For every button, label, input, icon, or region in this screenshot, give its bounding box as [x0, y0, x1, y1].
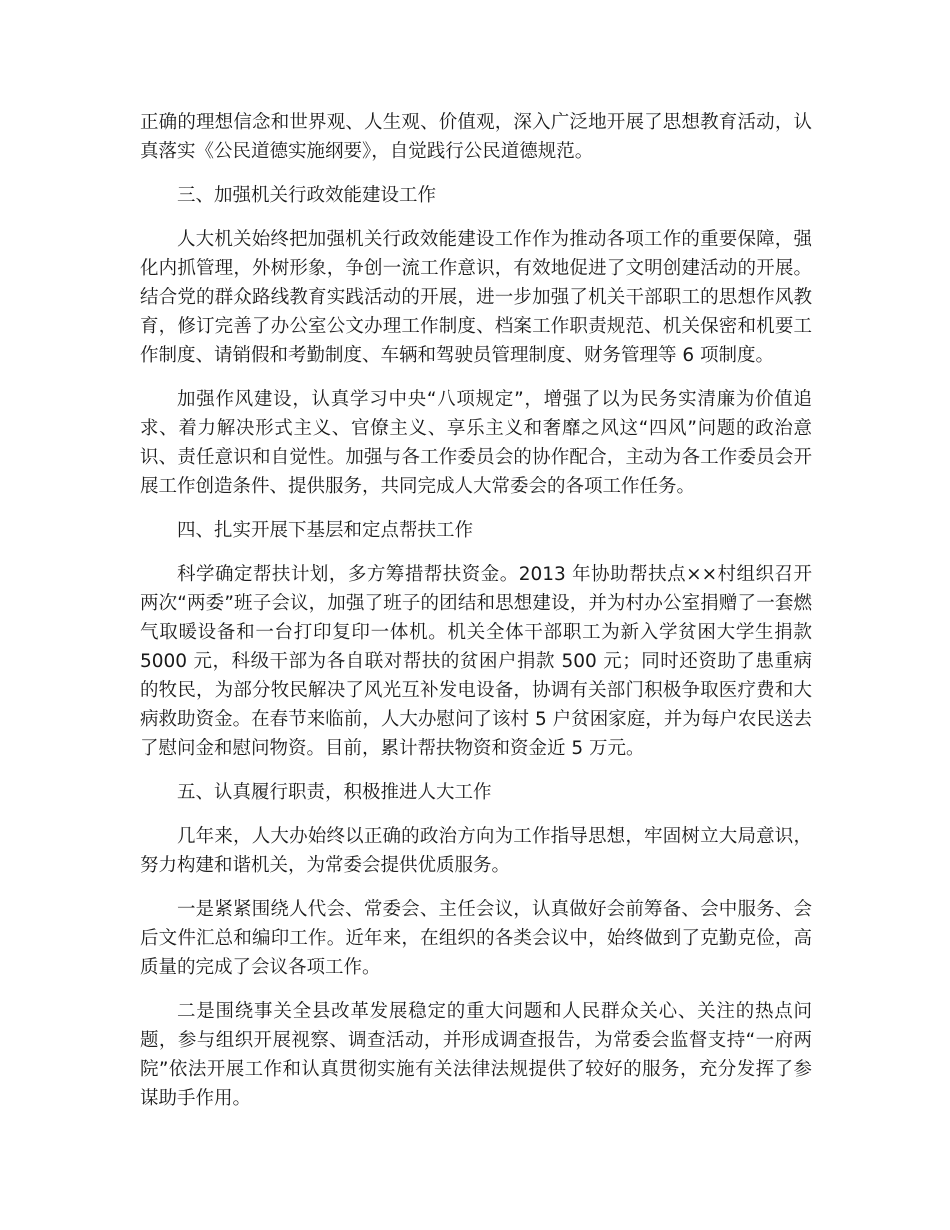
paragraph: 加强作风建设，认真学习中央“八项规定”，增强了以为民务实清廉为价值追求、着力解决形式主义、官僚主义、享乐主义和奢靡之风这“四风”问题的政治意识、责任意识和自觉性。加强与各工作委员会的协作配合，主动为各工作委员会开展工作创造条件、提供服务，共同完成人大常委会的各项工作任务。	[140, 389, 812, 497]
section-heading-4: 四、扎实开展下基层和定点帮扶工作	[177, 520, 474, 541]
document-page	[140, 108, 812, 1128]
paragraph-continuation: 正确的理想信念和世界观、人生观、价值观，深入广泛地开展了思想教育活动，认真落实《公民道德实施纲要》，自觉践行公民道德规范。	[140, 112, 812, 162]
paragraph: 几年来，人大办始终以正确的政治方向为工作指导思想，牢固树立大局意识，努力构建和谐机关，为常委会提供优质服务。	[140, 826, 812, 876]
paragraph: 科学确定帮扶计划，多方筹措帮扶资金。2013 年协助帮扶点××村组织召开两次“两委”班子会议，加强了班子的团结和思想建设，并为村办公室捐赠了一套燃气取暖设备和一台打印复印一体机。机关全体干部职工为新入学贫困大学生捐款 5000 元，科级干部为各自联对帮扶的贫困户捐款 500 元；同时还资助了患重病的牧民，为部分牧民解决了风光互补发电设备，协调有关部门积极争取医疗费和大病救助资金。在春节来临前，人大办慰问了该村 5 户贫困家庭，并为每户农民送去了慰问金和慰问物资。目前，累计帮扶物资和资金近 5 万元。	[140, 564, 812, 759]
section-heading-5: 五、认真履行职责，积极推进人大工作	[177, 782, 492, 803]
paragraph: 二是围绕事关全县改革发展稳定的重大问题和人民群众关心、关注的热点问题，参与组织开展视察、调查活动，并形成调查报告，为常委会监督支持“一府两院”依法开展工作和认真贯彻实施有关法律法规提供了较好的服务，充分发挥了参谋助手作用。	[140, 1001, 812, 1109]
section-heading-3: 三、加强机关行政效能建设工作	[177, 185, 437, 206]
paragraph: 人大机关始终把加强机关行政效能建设工作作为推动各项工作的重要保障，强化内抓管理，外树形象，争创一流工作意识，有效地促进了文明创建活动的开展。结合党的群众路线教育实践活动的开展，进一步加强了机关干部职工的思想作风教育，修订完善了办公室公文办理工作制度、档案工作职责规范、机关保密和机要工作制度、请销假和考勤制度、车辆和驾驶员管理制度、财务管理等 6 项制度。	[140, 229, 812, 366]
paragraph: 一是紧紧围绕人代会、常委会、主任会议，认真做好会前筹备、会中服务、会后文件汇总和编印工作。近年来，在组织的各类会议中，始终做到了克勤克俭，高质量的完成了会议各项工作。	[140, 899, 812, 978]
